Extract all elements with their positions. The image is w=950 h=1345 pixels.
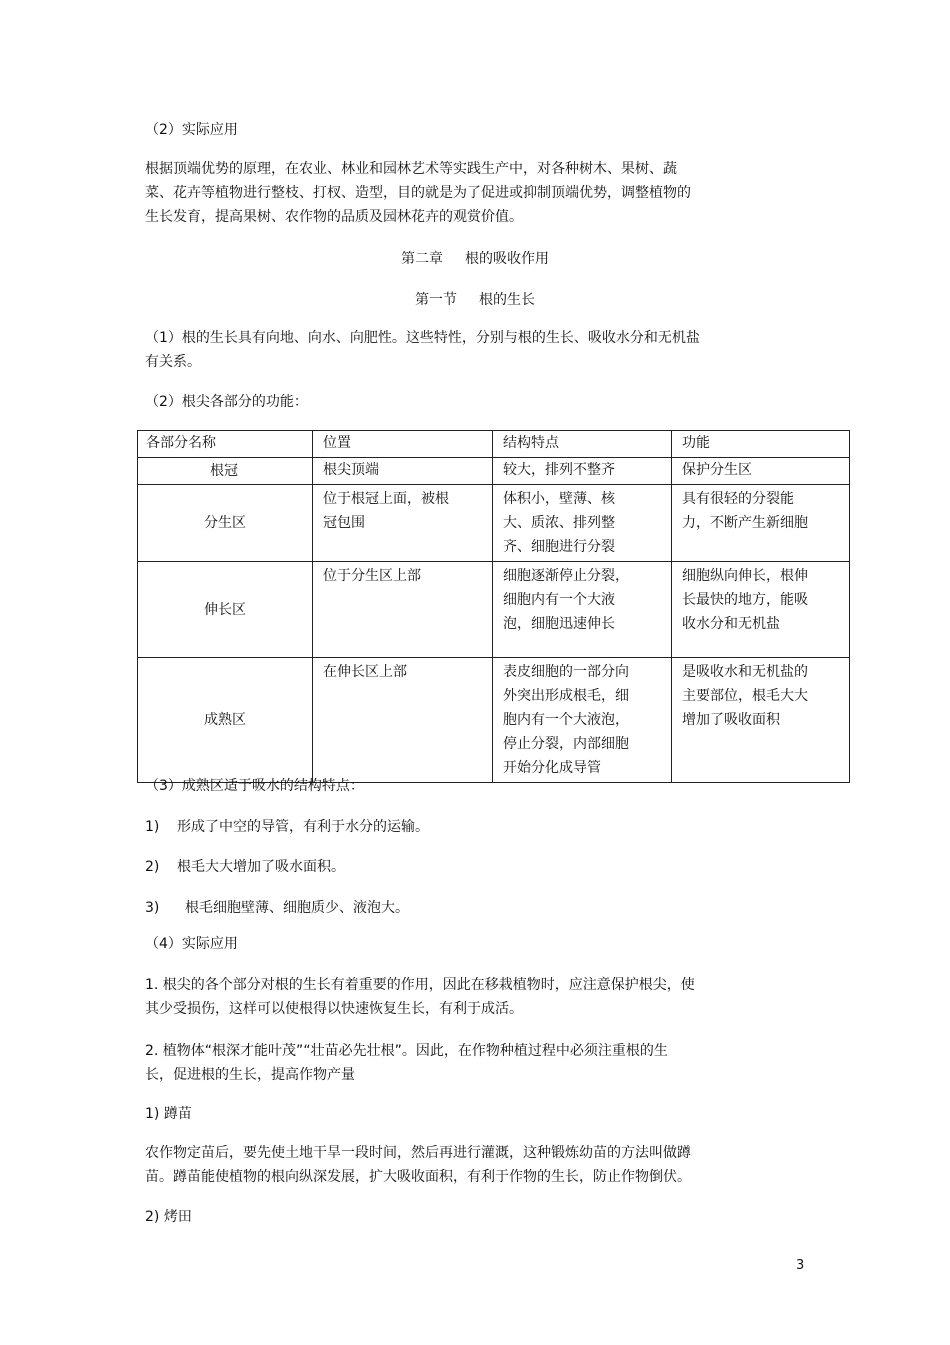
cell-line: 力，不断产生新细胞: [682, 515, 808, 531]
cell-line: 是吸收水和无机盐的: [682, 664, 808, 680]
cell-line: 增加了吸收面积: [682, 712, 780, 728]
cell-line: 细胞内有一个大液: [503, 592, 615, 608]
cell-position: [313, 658, 493, 783]
cell-name: 成熟区: [138, 658, 313, 783]
table-header-row: [138, 431, 850, 458]
section-title: 根的生长: [479, 292, 535, 308]
paragraph-protect-root-tip: [145, 973, 735, 1021]
cell-structure: [493, 658, 672, 783]
section-heading: [0, 289, 950, 309]
subheading-field-drying: 2) 烤田: [145, 1209, 192, 1225]
cell-line: 细胞逐渐停止分裂，: [503, 568, 629, 584]
text-line: 长，促进根的生长，提高作物产量: [145, 1067, 355, 1083]
cell-line: 收水分和无机盐: [682, 616, 780, 632]
root-tip-table: [137, 430, 850, 783]
cell-line: 长最快的地方，能吸: [682, 592, 808, 608]
cell-line: 细胞纵向伸长，根伸: [682, 568, 808, 584]
text-line: 根据顶端优势的原理，在农业、林业和园林艺术等实践生产中，对各种树木、果树、蔬: [145, 161, 677, 177]
header-cell: 功能: [672, 431, 850, 458]
paragraph-apical-dominance: [145, 157, 735, 229]
list-item: [145, 816, 429, 836]
cell-name: 伸长区: [138, 562, 313, 658]
heading-practical-application-2: （4）实际应用: [145, 936, 238, 952]
cell-line: 外突出形成根毛，细: [503, 688, 629, 704]
table-heading: （2）根尖各部分的功能：: [145, 394, 308, 410]
cell-name: 分生区: [138, 485, 313, 562]
paragraph-root-tropism: [145, 326, 735, 374]
header-cell: 各部分名称: [138, 431, 313, 458]
table-row-elongation: [138, 562, 850, 658]
cell-function: [672, 658, 850, 783]
cell-line: 泡，细胞迅速伸长: [503, 616, 615, 632]
heading-practical-application-1: （2）实际应用: [145, 122, 238, 138]
list-item: [145, 856, 345, 876]
page-number: 3: [796, 1258, 805, 1273]
cell-line: 冠包围: [323, 515, 365, 531]
cell-line: 齐、细胞进行分裂: [503, 539, 615, 555]
list-number: 2): [145, 859, 160, 875]
section-label: 第一节: [415, 292, 457, 308]
text-line: 有关系。: [145, 354, 201, 370]
header-cell: 结构特点: [493, 431, 672, 458]
cell-line: 位于分生区上部: [323, 568, 421, 584]
cell-structure: [493, 562, 672, 658]
list-number: 3): [145, 900, 160, 916]
cell-position: [313, 485, 493, 562]
chapter-title: 根的吸收作用: [465, 251, 549, 267]
list-item: [145, 897, 409, 917]
header-cell: 位置: [313, 431, 493, 458]
table-row-maturation: [138, 658, 850, 783]
cell-line: 大、质浓、排列整: [503, 515, 615, 531]
text-line: 菜、花卉等植物进行整枝、打杈、造型，目的就是为了促进或抑制顶端优势，调整植物的: [145, 185, 691, 201]
chapter-heading: [0, 248, 950, 268]
cell-position: [313, 562, 493, 658]
text-line: 苗。蹲苗能使植物的根向纵深发展，扩大吸收面积，有利于作物的生长，防止作物倒伏。: [145, 1169, 691, 1185]
paragraph-squatting-seedlings: [145, 1141, 735, 1189]
subheading-squatting-seedlings: 1) 蹲苗: [145, 1106, 192, 1122]
cell-line: 在伸长区上部: [323, 664, 407, 680]
text-line: 农作物定苗后，要先使土地干旱一段时间，然后再进行灌溉，这种锻炼幼苗的方法叫做蹲: [145, 1145, 691, 1161]
list-text: 形成了中空的导管，有利于水分的运输。: [177, 819, 429, 835]
cell-line: 体积小，壁薄、核: [503, 491, 615, 507]
cell-name: 根冠: [138, 458, 313, 485]
cell-line: 位于根冠上面，被根: [323, 491, 449, 507]
table-row-meristem: [138, 485, 850, 562]
heading-mature-features: （3）成熟区适于吸水的结构特点：: [145, 778, 364, 794]
text-line: 生长发育，提高果树、农作物的品质及园林花卉的观赏价值。: [145, 209, 523, 225]
cell-line: 停止分裂，内部细胞: [503, 736, 629, 752]
cell-line: 主要部位，根毛大大: [682, 688, 808, 704]
list-text: 根毛大大增加了吸水面积。: [177, 859, 345, 875]
cell-structure: [493, 485, 672, 562]
cell-function: 保护分生区: [672, 458, 850, 485]
cell-line: 开始分化成导管: [503, 760, 601, 776]
list-text: 根毛细胞壁薄、细胞质少、液泡大。: [185, 900, 409, 916]
cell-line: 具有很轻的分裂能: [682, 491, 794, 507]
cell-function: [672, 562, 850, 658]
paragraph-strong-roots: [145, 1039, 735, 1087]
chapter-label: 第二章: [401, 251, 443, 267]
cell-position: 根尖顶端: [313, 458, 493, 485]
list-number: 1): [145, 819, 160, 835]
table-row-root-cap: [138, 458, 850, 485]
text-line: 其少受损伤，这样可以使根得以快速恢复生长，有利于成活。: [145, 1001, 523, 1017]
cell-line: 表皮细胞的一部分向: [503, 664, 629, 680]
cell-function: [672, 485, 850, 562]
text-line: （1）根的生长具有向地、向水、向肥性。这些特性，分别与根的生长、吸收水分和无机盐: [145, 330, 700, 346]
cell-structure: 较大，排列不整齐: [493, 458, 672, 485]
cell-line: 胞内有一个大液泡，: [503, 712, 629, 728]
text-line: 1. 根尖的各个部分对根的生长有着重要的作用，因此在移栽植物时，应注意保护根尖，使: [145, 977, 695, 993]
text-line: 2. 植物体“根深才能叶茂”“壮苗必先壮根”。因此，在作物种植过程中必须注重根的生: [145, 1043, 668, 1059]
